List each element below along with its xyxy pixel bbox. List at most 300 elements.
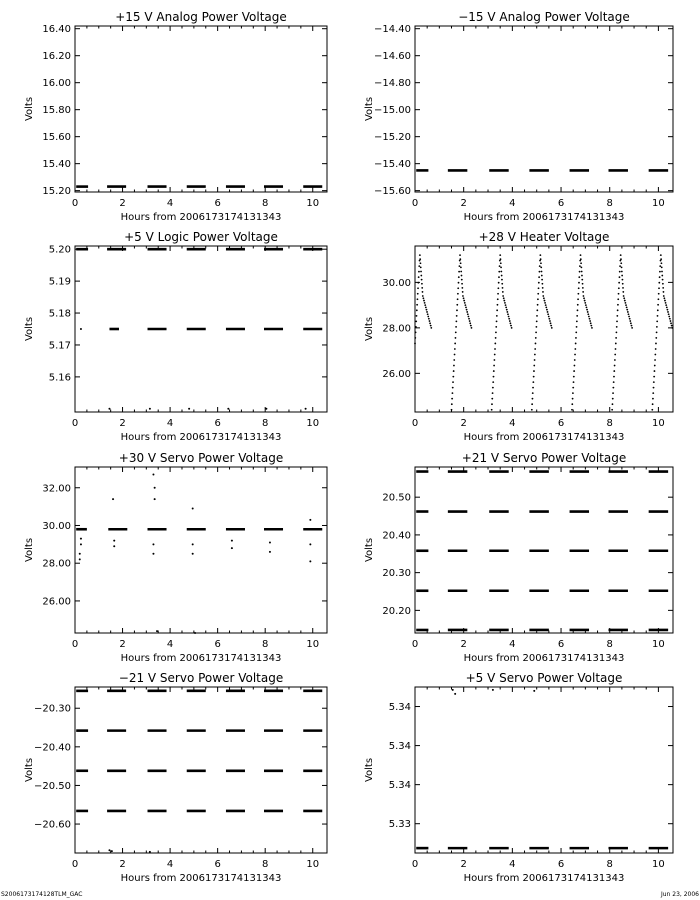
- data-point: [628, 313, 630, 315]
- x-tick-label: 8: [606, 198, 613, 209]
- y-tick-label: −14.60: [373, 51, 411, 63]
- data-point: [505, 304, 507, 306]
- data-point: [575, 332, 577, 334]
- data-point: [418, 276, 420, 278]
- data-point: [492, 689, 494, 691]
- data-point: [227, 408, 229, 410]
- data-point: [539, 254, 541, 256]
- data-point: [416, 304, 418, 306]
- data-point: [576, 315, 578, 317]
- data-point: [548, 316, 550, 318]
- data-point: [460, 271, 462, 273]
- x-tick-label: 4: [509, 418, 516, 429]
- x-tick-label: 6: [214, 639, 221, 650]
- x-tick-label: 2: [119, 198, 126, 209]
- data-point: [418, 265, 420, 267]
- data-point: [661, 271, 663, 273]
- data-point: [620, 254, 622, 256]
- data-point: [667, 311, 669, 313]
- data-point: [492, 387, 494, 389]
- x-tick-label: 0: [71, 859, 79, 870]
- data-point: [614, 359, 616, 361]
- data-point: [501, 275, 503, 277]
- data-point: [192, 553, 194, 555]
- data-point: [80, 328, 82, 330]
- data-point: [653, 381, 655, 383]
- x-tick-label: 10: [652, 859, 665, 870]
- y-tick-label: 5.18: [48, 308, 71, 320]
- data-point: [536, 309, 538, 311]
- data-point: [659, 271, 661, 273]
- data-point: [631, 325, 633, 327]
- data-point: [540, 258, 542, 260]
- data-point: [584, 300, 586, 302]
- data-point: [533, 376, 535, 378]
- data-point: [590, 322, 592, 324]
- data-point: [582, 291, 584, 293]
- data-point: [495, 326, 497, 328]
- y-tick-label: 20.20: [382, 605, 411, 617]
- y-tick-label: 5.20: [48, 244, 71, 256]
- data-point: [547, 311, 549, 313]
- data-point: [670, 320, 672, 322]
- data-point: [429, 320, 431, 322]
- data-point: [629, 318, 631, 320]
- y-axis-label: Volts: [364, 537, 375, 563]
- data-point: [505, 306, 507, 308]
- data-point: [660, 258, 662, 260]
- data-point: [621, 271, 623, 273]
- data-point: [507, 313, 509, 315]
- data-point: [154, 498, 156, 500]
- data-point: [534, 348, 536, 350]
- data-point: [613, 376, 615, 378]
- data-point: [541, 271, 543, 273]
- data-point: [451, 398, 453, 400]
- data-point: [500, 258, 502, 260]
- data-point: [616, 326, 618, 328]
- x-tick-label: 6: [214, 198, 221, 209]
- y-tick-label: 20.40: [382, 530, 411, 542]
- x-tick-label: 0: [71, 198, 79, 209]
- x-tick-label: 6: [214, 859, 221, 870]
- data-point: [108, 849, 110, 851]
- data-point: [652, 392, 654, 394]
- data-point: [579, 271, 581, 273]
- x-tick-label: 10: [652, 198, 665, 209]
- data-point: [423, 300, 425, 302]
- x-tick-label: 4: [166, 198, 174, 209]
- x-axis-label: Hours from 2006173174131343: [120, 432, 282, 443]
- data-point: [463, 297, 465, 299]
- data-point: [576, 320, 578, 322]
- data-point: [492, 381, 494, 383]
- data-point: [453, 359, 455, 361]
- y-tick-label: 16.20: [42, 51, 71, 63]
- data-point: [309, 519, 311, 521]
- data-point: [616, 332, 618, 334]
- data-point: [414, 337, 416, 339]
- plot-frame: [75, 26, 327, 192]
- y-tick-label: 26.00: [382, 368, 411, 380]
- data-point: [668, 316, 670, 318]
- data-point: [112, 498, 114, 500]
- data-point: [536, 320, 538, 322]
- data-point: [498, 282, 500, 284]
- data-point: [461, 287, 463, 289]
- data-point: [497, 298, 499, 300]
- data-point: [457, 287, 459, 289]
- data-point: [494, 343, 496, 345]
- y-tick-label: 28.00: [42, 558, 71, 570]
- data-point: [652, 398, 654, 400]
- data-point: [415, 320, 417, 322]
- data-point: [462, 295, 464, 297]
- data-point: [534, 359, 536, 361]
- chart-title: +28 V Heater Voltage: [478, 230, 610, 244]
- data-point: [231, 547, 233, 549]
- data-point: [532, 398, 534, 400]
- y-tick-label: −20.60: [33, 819, 71, 831]
- data-point: [510, 322, 512, 324]
- data-point: [540, 262, 542, 264]
- data-point: [453, 370, 455, 372]
- data-point: [578, 276, 580, 278]
- data-point: [416, 309, 418, 311]
- data-point: [655, 343, 657, 345]
- x-tick-label: 4: [166, 859, 174, 870]
- data-point: [511, 327, 513, 329]
- y-tick-label: 28.00: [382, 323, 411, 335]
- x-tick-label: 10: [652, 639, 665, 650]
- data-point: [615, 343, 617, 345]
- x-tick-label: 10: [306, 198, 320, 209]
- data-point: [419, 254, 421, 256]
- chart-title: +15 V Analog Power Voltage: [115, 10, 287, 24]
- data-point: [625, 304, 627, 306]
- data-point: [309, 560, 311, 562]
- data-point: [420, 271, 422, 273]
- data-point: [500, 262, 502, 264]
- y-tick-label: 15.40: [42, 159, 71, 171]
- data-point: [551, 327, 553, 329]
- data-point: [618, 287, 620, 289]
- data-point: [493, 370, 495, 372]
- data-point: [506, 311, 508, 313]
- data-point: [416, 315, 418, 317]
- data-point: [615, 348, 617, 350]
- data-point: [670, 322, 672, 324]
- data-point: [422, 297, 424, 299]
- data-point: [421, 279, 423, 281]
- data-point: [498, 271, 500, 273]
- data-point: [660, 254, 662, 256]
- data-point: [451, 403, 453, 405]
- data-point: [496, 309, 498, 311]
- chart-title: +5 V Servo Power Voltage: [465, 671, 623, 685]
- chart-title: +5 V Logic Power Voltage: [124, 230, 278, 244]
- x-tick-label: 0: [411, 859, 419, 870]
- data-point: [494, 354, 496, 356]
- x-tick-label: 0: [71, 418, 79, 429]
- data-point: [269, 551, 271, 553]
- data-point: [533, 365, 535, 367]
- data-point: [535, 343, 537, 345]
- x-tick-label: 4: [509, 859, 516, 870]
- data-point: [149, 851, 151, 853]
- data-point: [671, 327, 673, 329]
- data-point: [503, 300, 505, 302]
- data-point: [545, 306, 547, 308]
- y-tick-label: 5.34: [388, 741, 411, 753]
- data-point: [581, 279, 583, 281]
- data-point: [156, 630, 158, 632]
- data-point: [580, 258, 582, 260]
- data-point: [575, 337, 577, 339]
- data-point: [540, 266, 542, 268]
- data-point: [466, 311, 468, 313]
- y-tick-label: −15.00: [373, 105, 411, 117]
- y-tick-label: 5.17: [48, 340, 71, 352]
- plot-frame: [415, 687, 673, 853]
- data-point: [617, 309, 619, 311]
- data-point: [613, 381, 615, 383]
- data-point: [543, 297, 545, 299]
- data-point: [584, 302, 586, 304]
- x-axis-label: Hours from 2006173174131343: [120, 653, 282, 664]
- data-point: [538, 276, 540, 278]
- chart-p30-servo: [24, 451, 327, 664]
- data-point: [539, 271, 541, 273]
- data-point: [580, 262, 582, 264]
- x-tick-label: 2: [119, 639, 126, 650]
- data-point: [665, 302, 667, 304]
- data-point: [463, 300, 465, 302]
- data-point: [460, 266, 462, 268]
- data-point: [661, 262, 663, 264]
- data-point: [583, 295, 585, 297]
- data-point: [630, 322, 632, 324]
- data-point: [455, 332, 457, 334]
- y-tick-label: 5.34: [388, 702, 411, 714]
- y-tick-label: −14.40: [373, 24, 411, 36]
- data-point: [452, 387, 454, 389]
- data-point: [655, 348, 657, 350]
- data-point: [305, 408, 307, 410]
- data-point: [585, 304, 587, 306]
- y-axis-label: Volts: [24, 316, 35, 342]
- data-point: [573, 381, 575, 383]
- data-point: [572, 392, 574, 394]
- footer-date: Jun 23, 2006: [660, 891, 699, 898]
- data-point: [494, 359, 496, 361]
- data-point: [631, 327, 633, 329]
- data-point: [626, 306, 628, 308]
- data-point: [628, 316, 630, 318]
- data-point: [493, 376, 495, 378]
- data-point: [612, 398, 614, 400]
- data-point: [428, 318, 430, 320]
- data-point: [461, 283, 463, 285]
- data-point: [613, 370, 615, 372]
- data-point: [658, 287, 660, 289]
- x-tick-label: 8: [262, 418, 269, 429]
- data-point: [502, 291, 504, 293]
- data-point: [79, 553, 81, 555]
- data-point: [589, 318, 591, 320]
- y-tick-label: 16.40: [42, 24, 71, 36]
- data-point: [616, 320, 618, 322]
- data-point: [468, 318, 470, 320]
- data-point: [491, 403, 493, 405]
- x-tick-label: 10: [306, 418, 320, 429]
- data-point: [653, 387, 655, 389]
- data-point: [454, 693, 456, 695]
- data-point: [536, 315, 538, 317]
- chart-p5-servo: [364, 671, 673, 884]
- x-tick-label: 0: [411, 198, 419, 209]
- plot-frame: [415, 246, 673, 412]
- data-point: [671, 325, 673, 327]
- data-point: [456, 315, 458, 317]
- data-point: [662, 283, 664, 285]
- data-point: [453, 365, 455, 367]
- y-axis-label: Volts: [24, 757, 35, 783]
- data-point: [614, 365, 616, 367]
- data-point: [662, 287, 664, 289]
- data-point: [455, 337, 457, 339]
- x-axis-label: Hours from 2006173174131343: [463, 653, 625, 664]
- data-point: [426, 309, 428, 311]
- data-point: [577, 309, 579, 311]
- data-point: [542, 287, 544, 289]
- x-tick-label: 2: [119, 418, 126, 429]
- x-tick-label: 4: [509, 639, 516, 650]
- data-point: [657, 304, 659, 306]
- data-point: [420, 275, 422, 277]
- data-point: [532, 387, 534, 389]
- data-point: [576, 326, 578, 328]
- data-point: [492, 392, 494, 394]
- data-point: [581, 271, 583, 273]
- data-point: [499, 254, 501, 256]
- data-point: [113, 540, 115, 542]
- data-point: [192, 508, 194, 510]
- data-point: [545, 304, 547, 306]
- data-point: [654, 354, 656, 356]
- data-point: [460, 262, 462, 264]
- data-point: [471, 327, 473, 329]
- data-point: [574, 348, 576, 350]
- data-point: [430, 327, 432, 329]
- data-point: [458, 276, 460, 278]
- data-point: [452, 689, 454, 691]
- data-point: [542, 295, 544, 297]
- y-tick-label: 5.34: [388, 780, 411, 792]
- data-point: [587, 313, 589, 315]
- data-point: [421, 283, 423, 285]
- y-tick-label: 20.50: [382, 492, 411, 504]
- data-point: [464, 302, 466, 304]
- data-point: [622, 279, 624, 281]
- data-point: [538, 282, 540, 284]
- data-point: [80, 538, 82, 540]
- y-tick-label: −15.40: [373, 159, 411, 171]
- chart-p5-logic: [24, 230, 327, 443]
- data-point: [499, 265, 501, 267]
- data-point: [615, 337, 617, 339]
- data-point: [415, 326, 417, 328]
- data-point: [456, 304, 458, 306]
- data-point: [663, 291, 665, 293]
- data-point: [625, 302, 627, 304]
- x-tick-label: 8: [262, 198, 269, 209]
- y-tick-label: 5.33: [388, 819, 411, 831]
- data-point: [459, 254, 461, 256]
- y-axis-label: Volts: [24, 96, 35, 122]
- data-point: [537, 293, 539, 295]
- chart-m21-servo: [24, 671, 327, 884]
- data-point: [619, 271, 621, 273]
- chart-p21-servo: [364, 451, 673, 664]
- x-tick-label: 8: [606, 859, 613, 870]
- data-point: [550, 322, 552, 324]
- data-point: [661, 266, 663, 268]
- data-point: [590, 325, 592, 327]
- data-point: [506, 309, 508, 311]
- data-point: [502, 295, 504, 297]
- data-point: [509, 320, 511, 322]
- data-point: [654, 365, 656, 367]
- data-point: [664, 300, 666, 302]
- data-point: [614, 354, 616, 356]
- data-point: [265, 408, 267, 410]
- data-point: [539, 265, 541, 267]
- data-point: [269, 541, 271, 543]
- data-point: [622, 283, 624, 285]
- y-tick-label: 5.16: [48, 372, 71, 384]
- data-point: [624, 300, 626, 302]
- data-point: [425, 306, 427, 308]
- data-point: [464, 304, 466, 306]
- data-point: [586, 306, 588, 308]
- data-point: [531, 409, 533, 411]
- data-point: [510, 325, 512, 327]
- data-point: [427, 313, 429, 315]
- data-point: [663, 297, 665, 299]
- data-point: [424, 304, 426, 306]
- data-point: [654, 359, 656, 361]
- data-point: [461, 279, 463, 281]
- chart-m15-analog: [364, 10, 673, 223]
- data-point: [424, 302, 426, 304]
- data-point: [619, 265, 621, 267]
- plot-frame: [75, 467, 327, 633]
- data-point: [496, 320, 498, 322]
- data-point: [620, 258, 622, 260]
- data-point: [79, 558, 81, 560]
- data-point: [461, 275, 463, 277]
- data-point: [583, 297, 585, 299]
- data-point: [573, 370, 575, 372]
- data-point: [577, 293, 579, 295]
- data-point: [456, 309, 458, 311]
- x-tick-label: 8: [606, 639, 613, 650]
- data-point: [582, 283, 584, 285]
- x-tick-label: 0: [71, 639, 79, 650]
- data-point: [468, 316, 470, 318]
- data-point: [626, 309, 628, 311]
